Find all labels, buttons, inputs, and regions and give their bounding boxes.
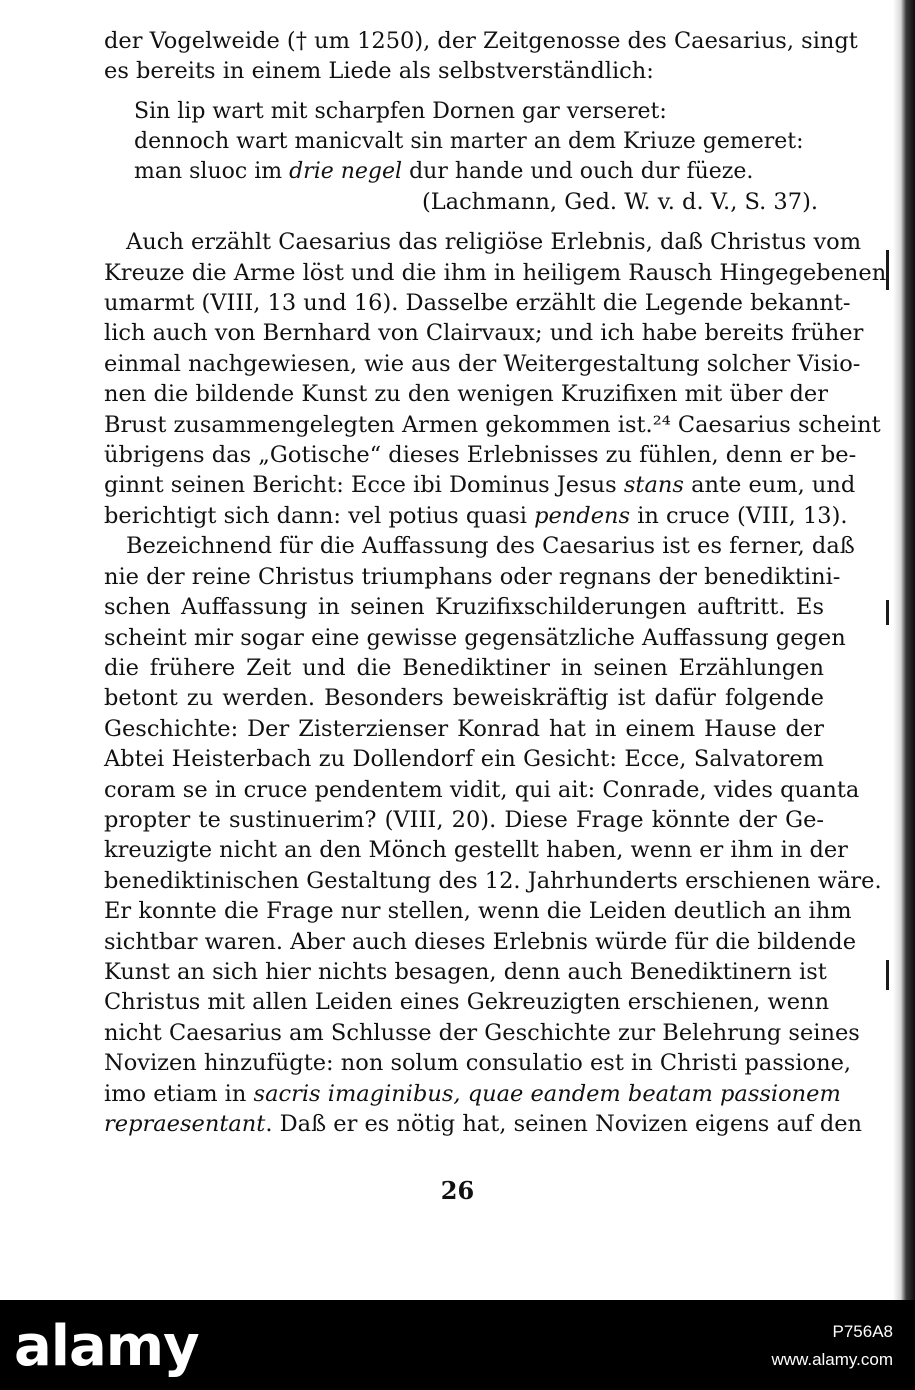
paragraph	[104, 531, 882, 1139]
text-line: coram se in cruce pendentem vidit, qui ait: Conrade, vides quanta	[104, 776, 860, 803]
text-line: umarmt (VIII, 13 und 16). Dasselbe erzählt die Legende bekannt-	[104, 290, 851, 317]
text-line: übrigens das „Gotische“ dieses Erlebnisses zu fühlen, denn er be-	[104, 442, 857, 469]
watermark-bar	[0, 1300, 915, 1390]
text-line: einmal nachgewiesen, wie aus der Weitergestaltung solcher Visio-	[104, 350, 861, 377]
text-line: sichtbar waren. Aber auch dieses Erlebnis würde für die bildende	[104, 928, 857, 955]
text-line: imo etiam in sacris imaginibus, quae eandem beatam passionem	[104, 1080, 841, 1107]
body-text	[104, 26, 887, 1139]
text-line: Kunst an sich hier nichts besagen, denn auch Benediktinern ist	[104, 958, 827, 985]
scan-speck	[886, 960, 889, 990]
text-line: ginnt seinen Bericht: Ecce ibi Dominus Jesus stans ante eum, und	[104, 472, 856, 499]
text-line: betont zu werden. Besonders beweiskräftig ist dafür folgende	[104, 685, 824, 712]
text-line: Abtei Heisterbach zu Dollendorf ein Gesicht: Ecce, Salvatorem	[104, 746, 824, 773]
text-line: nie der reine Christus triumphans oder regnans der benediktini-	[104, 563, 841, 590]
verse-line: man sluoc im drie negel dur hande und ouch dur füeze.	[134, 158, 754, 184]
text-line: es bereits in einem Liede als selbstverständlich:	[104, 58, 654, 85]
verse-block	[104, 97, 824, 217]
text-line: berichtigt sich dann: vel potius quasi pendens in cruce (VIII, 13).	[104, 502, 848, 529]
page-number: 26	[440, 1176, 475, 1205]
text-line: Christus mit allen Leiden eines Gekreuzigten erschienen, wenn	[104, 989, 830, 1016]
scan-speck	[886, 600, 889, 625]
alamy-logo: alamy	[14, 1314, 199, 1379]
verse-line: Sin lip wart mit scharpfen Dornen gar verseret:	[134, 98, 667, 124]
text-line: repraesentant. Daß er es nötig hat, seinen Novizen eigens auf den	[104, 1111, 863, 1137]
verse-line: dennoch wart manicvalt sin marter an dem Kriuze gemeret:	[134, 128, 804, 154]
text-line: Novizen hinzufügte: non solum consulatio est in Christi passione,	[104, 1050, 852, 1077]
text-line: der Vogelweide († um 1250), der Zeitgenosse des Caesarius, singt	[104, 28, 858, 54]
text-line: die frühere Zeit und die Benediktiner in seinen Erzählungen	[104, 654, 824, 681]
text-line: Brust zusammengelegten Armen gekommen ist.²⁴ Caesarius scheint	[104, 411, 881, 438]
site-url: www.alamy.com	[771, 1350, 893, 1369]
text-line: kreuzigte nicht an den Mönch gestellt haben, wenn er ihm in der	[104, 837, 848, 864]
text-line: Bezeichnend für die Auffassung des Caesarius ist es ferner, daß	[126, 533, 855, 560]
paragraph	[104, 227, 887, 531]
scan-speck	[886, 250, 889, 290]
verse-citation: (Lachmann, Ged. W. v. d. V., S. 37).	[421, 188, 818, 215]
text-line: Kreuze die Arme löst und die ihm in heiligem Rausch Hingegebenen	[104, 259, 887, 286]
text-line: schen Auffassung in seinen Kruzifixschilderungen auftritt. Es	[104, 594, 824, 621]
image-id: P756A8	[832, 1322, 893, 1341]
text-line: nen die bildende Kunst zu den wenigen Kruzifixen mit über der	[104, 381, 828, 408]
text-line: benediktinischen Gestaltung des 12. Jahrhunderts erschienen wäre.	[104, 867, 882, 894]
text-line: Geschichte: Der Zisterzienser Konrad hat in einem Hause der	[104, 715, 824, 742]
text-line: scheint mir sogar eine gewisse gegensätzliche Auffassung gegen	[104, 624, 846, 651]
page-edge-shadow	[893, 0, 915, 1300]
text-line: nicht Caesarius am Schlusse der Geschichte zur Belehrung seines	[104, 1019, 860, 1046]
text-line: lich auch von Bernhard von Clairvaux; und ich habe bereits früher	[104, 320, 864, 347]
text-line: Auch erzählt Caesarius das religiöse Erlebnis, daß Christus vom	[126, 229, 862, 256]
text-line: propter te sustinuerim? (VIII, 20). Diese Frage könnte der Ge-	[104, 806, 824, 833]
text-line: Er konnte die Frage nur stellen, wenn die Leiden deutlich an ihm	[104, 898, 852, 925]
